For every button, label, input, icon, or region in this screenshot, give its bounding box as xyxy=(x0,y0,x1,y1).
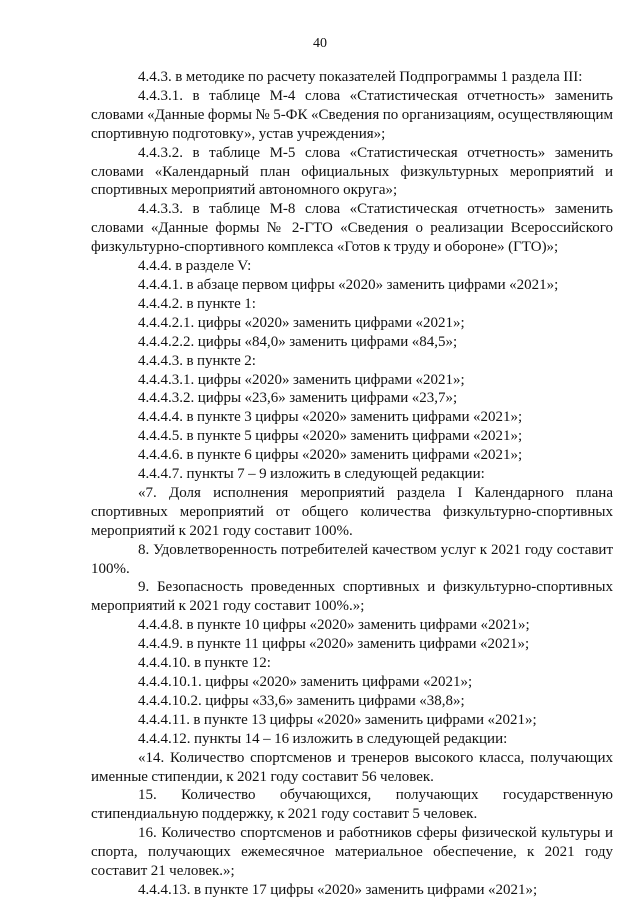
paragraph: 4.4.4.12. пункты 14 – 16 изложить в следующей редакции: xyxy=(138,730,508,747)
page-number: 40 xyxy=(313,36,327,51)
paragraph: 4.4.3. в методике по расчету показателей Подпрограммы 1 раздела III: xyxy=(138,69,583,85)
paragraph: 4.4.4.11. в пункте 13 цифры «2020» заменить цифрами «2021»; xyxy=(138,711,537,728)
paragraph: 4.4.4.10. в пункте 12: xyxy=(138,655,271,672)
paragraph: 8. Удовлетворенность потребителей качеством услуг к 2021 году составит 100%. xyxy=(91,541,613,577)
paragraph: 9. Безопасность проведенных спортивных и физкультурно-спортивных мероприятий к 2021 году составит 100%.»; xyxy=(91,579,613,615)
paragraph: 4.4.3.2. в таблице М-5 слова «Статистическая отчетность» заменить словами «Календарный план официальных физкультурных мероприятий и спортивных мероприятий автономного округа»; xyxy=(91,144,613,199)
paragraph: 4.4.4.2.2. цифры «84,0» заменить цифрами «84,5»; xyxy=(138,333,458,350)
paragraph: 4.4.4.4. в пункте 3 цифры «2020» заменить цифрами «2021»; xyxy=(138,409,523,426)
paragraph: 4.4.4.3. в пункте 2: xyxy=(138,352,256,369)
paragraph: 4.4.4.7. пункты 7 – 9 изложить в следующей редакции: xyxy=(138,466,485,483)
paragraph: 4.4.4.2.1. цифры «2020» заменить цифрами «2021»; xyxy=(138,314,465,331)
paragraph: 4.4.3.1. в таблице М-4 слова «Статистическая отчетность» заменить словами «Данные формы № 5-ФК «Сведения по организациям, осуществляющим спортивную подготовку», устав учреждения»; xyxy=(91,87,613,142)
paragraph: 4.4.4.10.2. цифры «33,6» заменить цифрами «38,8»; xyxy=(138,692,465,709)
paragraph: 4.4.4.1. в абзаце первом цифры «2020» заменить цифрами «2021»; xyxy=(138,276,559,293)
paragraph: «14. Количество спортсменов и тренеров высокого класса, получающих именные стипендии, к 2021 году составит 56 человек. xyxy=(91,749,613,785)
paragraph: 4.4.4.5. в пункте 5 цифры «2020» заменить цифрами «2021»; xyxy=(138,428,523,445)
paragraph: 4.4.4.13. в пункте 17 цифры «2020» заменить цифрами «2021»; xyxy=(138,881,538,898)
paragraph: 4.4.4.8. в пункте 10 цифры «2020» заменить цифрами «2021»; xyxy=(138,617,530,634)
paragraph: 4.4.4.3.1. цифры «2020» заменить цифрами «2021»; xyxy=(138,371,465,388)
paragraph: «7. Доля исполнения мероприятий раздела I Календарного плана спортивных мероприятий от общего количества физкультурно-спортивных мероприятий к 2021 году составит 100%. xyxy=(91,484,613,539)
paragraph: 4.4.4.3.2. цифры «23,6» заменить цифрами «23,7»; xyxy=(138,390,458,407)
paragraph: 16. Количество спортсменов и работников сферы физической культуры и спорта, получающих ежемесячное материальное обеспечение, к 2021 году составит 21 человек.»; xyxy=(91,825,613,880)
paragraph: 15. Количество обучающихся, получающих государственную стипендиальную поддержку, к 2021 году составит 5 человек. xyxy=(91,787,613,823)
paragraph: 4.4.4.9. в пункте 11 цифры «2020» заменить цифрами «2021»; xyxy=(138,636,530,653)
document-body xyxy=(91,68,613,900)
paragraph: 4.4.4.2. в пункте 1: xyxy=(138,295,256,312)
paragraph: 4.4.3.3. в таблице М-8 слова «Статистическая отчетность» заменить словами «Данные формы № 2-ГТО «Сведения о реализации Всероссийского физкультурно-спортивного комплекса «Готов к труду и обороне» (ГТО)»; xyxy=(91,201,613,256)
paragraph: 4.4.4.6. в пункте 6 цифры «2020» заменить цифрами «2021»; xyxy=(138,447,523,464)
paragraph: 4.4.4. в разделе V: xyxy=(138,258,252,275)
paragraph: 4.4.4.10.1. цифры «2020» заменить цифрами «2021»; xyxy=(138,674,473,690)
